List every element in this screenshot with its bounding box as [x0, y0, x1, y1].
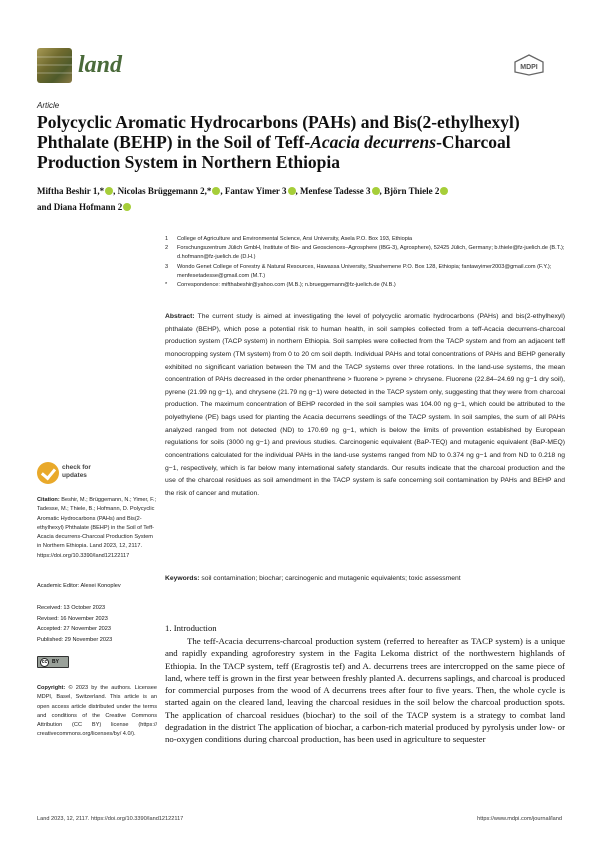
affiliation-item: 3 Wondo Genet College of Forestry & Natural Resources, Hawassa University, Shashemene P.O. Box 128, Ethiopia; fantawyimer2003@gmail.com (F.Y.); menfesetadesse@gmail.com (M.T.) — [165, 263, 552, 279]
footer-citation: Land 2023, 12, 2117. https://doi.org/10.3390/land12122117 — [37, 816, 184, 822]
abstract — [165, 311, 565, 500]
article-type: Article — [37, 101, 60, 110]
author-name[interactable]: Björn Thiele 2 — [384, 186, 440, 196]
keywords-text: soil contamination; biochar; carcinogenic and mutagenic equivalents; toxic assessment — [201, 575, 461, 582]
academic-editor: Academic Editor: Alexei Konoplev — [37, 583, 121, 589]
abstract-text: The current study is aimed at investigating the level of polycyclic aromatic hydrocarbons (PAHs) and bis(2-ethylhexyl) phthalate (BEHP), which pose a potential risk to human health, in soil samples collected from a teff-Acacia decurrens-charcoal production system (TACP system) in northern Ethiopia. Soil samples were collected from the TACP system and from an adjacent teff monocropping system (TM system) from 0 to 20 cm soil depth. Individual PAHs and total concentrations of PAHs and BEHP generally exhibited no significant variation between the TM and the TACP systems over three rotations. In the land-use systems, the mean concentration of PAHs decreased in the order phenanthrene > fluorene > pyrene > chrysene. Fluorene (22.84–24.69 ng g−1 dry soil), pyrene (21.99 ng g−1), and chrysene (21.79 ng g−1) were detected in the TACP system only, suggesting that they were from charcoal production. The maximum concentration of BEHP recorded in the soil samples was 104.00 ng g−1, which could be attributed to the polyethylene (PE) bags used for planting the Acacia decurrens seedlings of the TACP system. In soil samples, the sum of all PAHs analyzed ranged from not detected (ND) to 170.69 ng g−1, which is below the limits of prevention established by European regulations for soils (3000 ng g−1) and previous studies. Carcinogenic equivalent (BaP-TEQ) and mutagenic equivalent (BaP-MEQ) concentrations calculated for the individual PAHs in the land-use systems ranged from ND to 0.374 ng g−1 and from ND to 0.218 ng g−1, respectively, which is far below many international safety standards. Our results indicate that the charcoal production and the use of the charcoal residues as soil amendment in the TACP system is safe concerning soil contamination by PAHs and BEHP and the risk of cancer and mutation. — [165, 313, 565, 497]
orcid-icon[interactable] — [212, 187, 220, 195]
svg-text:MDPI: MDPI — [520, 64, 538, 71]
orcid-icon[interactable] — [288, 187, 296, 195]
accepted-date: Accepted: 27 November 2023 — [37, 626, 112, 633]
keywords — [165, 573, 565, 584]
publication-dates — [37, 603, 157, 646]
checkmark-icon — [37, 462, 59, 484]
page-footer — [37, 816, 562, 822]
author-name[interactable]: Menfese Tadesse 3 — [300, 186, 371, 196]
check-for-updates-button[interactable]: check for updates — [37, 462, 117, 488]
published-date: Published: 29 November 2023 — [37, 637, 113, 644]
author-list: Miftha Beshir 1,* , Nicolas Brüggemann 2,* , Fantaw Yimer 3 , Menfese Tadesse 3 , Björn Thiele 2 and Diana Hofmann 2 — [37, 183, 562, 215]
section-heading: 1. Introduction — [165, 623, 217, 633]
mdpi-logo-icon — [512, 54, 546, 76]
affiliation-item: * Correspondence: mifthabeshir@yahoo.com (M.B.); n.brueggemann@fz-juelich.de (N.B.) — [165, 282, 396, 289]
affiliation-item: 2 Forschungszentrum Jülich GmbH, Institute of Bio- and Geosciences–Agrosphere (IBG-3), Agrosphere), 52425 Jülich, Germany; b.thiele@fz-juelich.de (B.T.); d.hofmann@fz-juelich.de (D.H.) — [165, 245, 565, 261]
revised-date: Revised: 16 November 2023 — [37, 615, 108, 622]
footer-journal-link[interactable]: https://www.mdpi.com/journal/land — [477, 816, 562, 822]
author-name[interactable]: Miftha Beshir 1,* — [37, 186, 105, 196]
orcid-icon[interactable] — [123, 203, 131, 211]
orcid-icon[interactable] — [440, 187, 448, 195]
abstract-label: Abstract: — [165, 313, 195, 320]
copyright-notice: Copyright: © 2023 by the authors. Licensee MDPI, Basel, Switzerland. This article is an open access article distributed under the terms and conditions of the Creative Commons Attribution (CC BY) license (https:// creativecommons.org/licenses/by/ 4.0/). — [37, 685, 158, 738]
orcid-icon[interactable] — [105, 187, 113, 195]
article-title: Polycyclic Aromatic Hydrocarbons (PAHs) and Bis(2-ethylhexyl) Phthalate (BEHP) in the Soil of Teff-Acacia decurrens-Charcoal Production System in Northern Ethiopia — [37, 112, 520, 172]
citation: Citation: Beshir, M.; Brüggemann, N.; Yimer, F.; Tadesse, M.; Thiele, B.; Hofmann, D. Polycyclic Aromatic Hydrocarbons (PAHs) and Bis(2-ethylhexyl) Phthalate (BEHP) in the Soil of Teff-Acacia decurrens-Charcoal Production System in Northern Ethiopia. Land 2023, 12, 2117. https://doi.org/10.3390/land12122117 — [37, 497, 157, 559]
journal-name: land — [78, 52, 123, 78]
author-name[interactable]: Fantaw Yimer 3 — [224, 186, 287, 196]
orcid-icon[interactable] — [372, 187, 380, 195]
affiliation-item: 1 College of Agriculture and Environmental Science, Arsi University, Asela P.O. Box 193, Ethiopia — [165, 236, 413, 242]
received-date: Received: 13 October 2023 — [37, 605, 106, 611]
affiliations — [165, 235, 565, 290]
cc-by-license-icon[interactable]: cc BY — [37, 656, 69, 668]
keywords-label: Keywords: — [165, 575, 200, 582]
journal-logo — [37, 48, 72, 83]
author-name[interactable]: Nicolas Brüggemann 2,* — [117, 186, 212, 196]
introduction-text: The teff-Acacia decurrens-charcoal production system (referred to hereafter as TACP system) is a unique and rapidly expanding agroforestry system in the Fagita Lekoma district of the northwestern highlands of Ethiopia. In the TACP system, teff (Eragrostis tef) and A. decurrens trees are intercropped on the same piece of land, where teff is grown in the first year between freshly planted A. decurrens saplings, and charcoal is produced for commercial purposes from the wood of A decurrens trees after four to five years. Then, the whole cycle is started again on the cleared land, leaving the charcoal residues in the soil below the charcoal production spots. The application of charcoal residues (biochar) to the soil of the TACP system is a strategy to combat land degradation in the district The application of biochar, a carbon-rich material produced by pyrolysis under low- or no-oxygen conditions during charcoal production, has been used in agriculture to sequester — [165, 636, 565, 745]
author-name[interactable]: and Diana Hofmann 2 — [37, 202, 123, 212]
